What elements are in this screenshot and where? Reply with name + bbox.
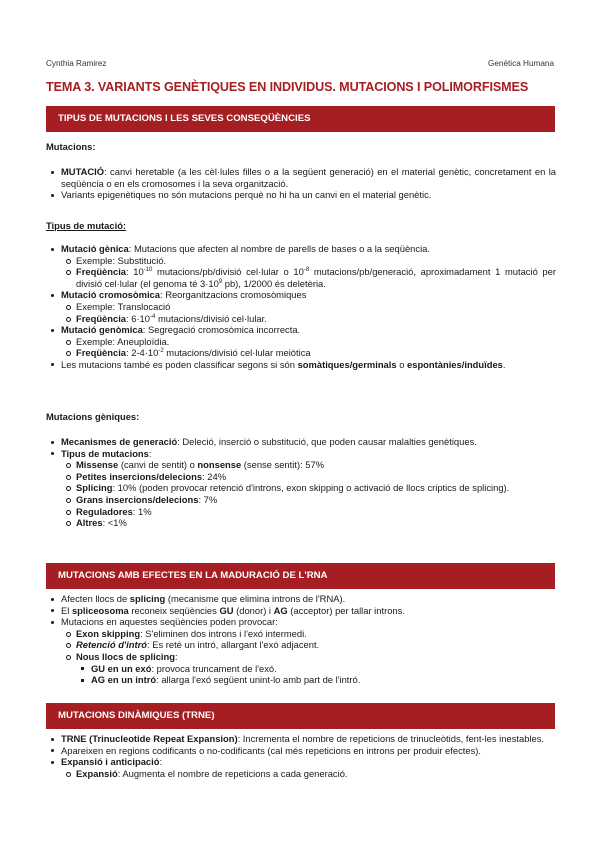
list-item: TRNE (Trinucleotide Repeat Expansion): Incrementa el nombre de repeticions de trinucleòtids, fent-les inestables. [46,733,556,745]
list-item: Variants epigenètiques no són mutacions perquè no hi ha un canvi en el material genètic. [46,189,556,201]
list-item: Nous llocs de splicing: GU en un exó: provoca truncament de l'exó. AG en un intró: allarga l'exó següent unint-lo amb part de l'intró. [61,651,556,686]
section-heading-rna: MUTACIONS AMB EFECTES EN LA MADURACIÓ DE L'RNA [46,563,555,589]
subheading-mutacions-geniques: Mutacions gèniques: [46,411,140,422]
list-mutacions [46,166,556,201]
list-item: MUTACIÓ: canvi heretable (a les cèl·lules filles o a la següent generació) en el material genètic, concretament en la seqüència o en els cromosomes i la seva organització. [46,166,556,189]
page-title: TEMA 3. VARIANTS GENÈTIQUES EN INDIVIDUS. MUTACIONS I POLIMORFISMES [46,80,529,94]
list-item: Exon skipping: S'eliminen dos introns i l'exó intermedi. [61,628,556,640]
list-item: Mutació genòmica: Segregació cromosòmica incorrecta. Exemple: Aneuploïdia. Freqüència: $2-4\cdot 10^{-2}$ mutacions/divisió cel·lular meiòtica [46,324,556,359]
list-trne [46,733,556,779]
list-item: Les mutacions també es poden classificar segons si són somàtiques/germinals o espontànies/induïdes. [46,359,556,371]
list-item: AG en un intró: allarga l'exó següent unint-lo amb part de l'intró. [76,674,556,686]
list-item: Apareixen en regions codificants o no-codificants (cal més repeticions en introns per produir efectes). [46,745,556,757]
subheading-tipus-mutacio: Tipus de mutació: [46,220,127,231]
list-item: Retenció d'intró: Es reté un intró, allargant l'exó adjacent. [61,639,556,651]
list-item: Tipus de mutacions: Missense (canvi de sentit) o nonsense (sense sentit): 57% Petites insercions/delecions: 24% Splicing: 10% (poden provocar retenció d'introns, exon skipping o activació de llocs criptics de splicing). Grans insercions/delecions: 7% Reguladores: 1% Altres: <1% [46,448,556,529]
list-mutacions-geniques [46,436,556,529]
list-item: Exemple: Translocació [61,301,556,313]
list-item: Freqüència: $6\cdot 10^{-4}$ mutacions/divisió cel·lular. [61,313,556,325]
list-item: Reguladores: 1% [61,506,556,518]
list-item: Altres: <1% [61,517,556,529]
list-item: Mutació cromosòmica: Reorganitzacions cromosòmiques Exemple: Translocació Freqüència: $6\cdot 10^{-4}$ mutacions/divisió cel·lular. [46,289,556,324]
list-item: Freqüència: $2-4\cdot 10^{-2}$ mutacions/divisió cel·lular meiòtica [61,347,556,359]
list-item: Afecten llocs de splicing (mecanisme que elimina introns de l'RNA). [46,593,556,605]
page-header [46,59,554,71]
list-item: Grans insercions/delecions: 7% [61,494,556,506]
list-item: Mutacions en aquestes seqüències poden provocar: Exon skipping: S'eliminen dos introns i l'exó intermedi. Retenció d'intró: Es reté un intró, allargant l'exó adjacent. Nous llocs de splicing: GU en un exó: provoca truncament de l'exó. AG en un intró: allarga l'exó següent unint-lo amb part de l'intró. [46,616,556,686]
header-subject: Genètica Humana [488,59,554,68]
section-heading-tipus: TIPUS DE MUTACIONS I LES SEVES CONSEQÜÈNCIES [46,106,555,132]
list-item: Petites insercions/delecions: 24% [61,471,556,483]
list-tipus-mutacio [46,243,556,371]
list-item: GU en un exó: provoca truncament de l'exó. [76,663,556,675]
list-item: Splicing: 10% (poden provocar retenció d'introns, exon skipping o activació de llocs criptics de splicing). [61,482,556,494]
section-heading-trne: MUTACIONS DINÀMIQUES (TRNE) [46,703,555,729]
list-item: Exemple: Substitució. [61,255,556,267]
list-item: Mecanismes de generació: Deleció, inserció o substitució, que poden causar malalties genètiques. [46,436,556,448]
list-rna [46,593,556,686]
list-item: Missense (canvi de sentit) o nonsense (sense sentit): 57% [61,459,556,471]
list-item: Freqüència: $10^{-10}$ mutacions/pb/divisió cel·lular o $10^{-8}$ mutacions/pb/generació, aproximadament 1 mutació per divisió cel·lular (el genoma té $3\cdot 10^9$ pb), 1/2000 és deletèria. [61,266,556,289]
list-item: Expansió i anticipació: Expansió: Augmenta el nombre de repeticions a cada generació. [46,756,556,779]
list-item: Expansió: Augmenta el nombre de repeticions a cada generació. [61,768,556,780]
list-item: Mutació gènica: Mutacions que afecten al nombre de parells de bases o a la seqüència. Exemple: Substitució. Freqüència: $10^{-10}$ mutacions/pb/divisió cel·lular o $10^{-8}$ mutacions/pb/generació, aproximadament 1 mutació per divisió cel·lular (el genoma té $3\cdot 10^9$ pb), 1/2000 és deletèria. [46,243,556,289]
header-author: Cynthia Ramirez [46,59,107,68]
list-item: El spliceosoma reconeix seqüències GU (donor) i AG (acceptor) per tallar introns. [46,605,556,617]
subheading-mutacions: Mutacions: [46,141,96,152]
list-item: Exemple: Aneuploïdia. [61,336,556,348]
